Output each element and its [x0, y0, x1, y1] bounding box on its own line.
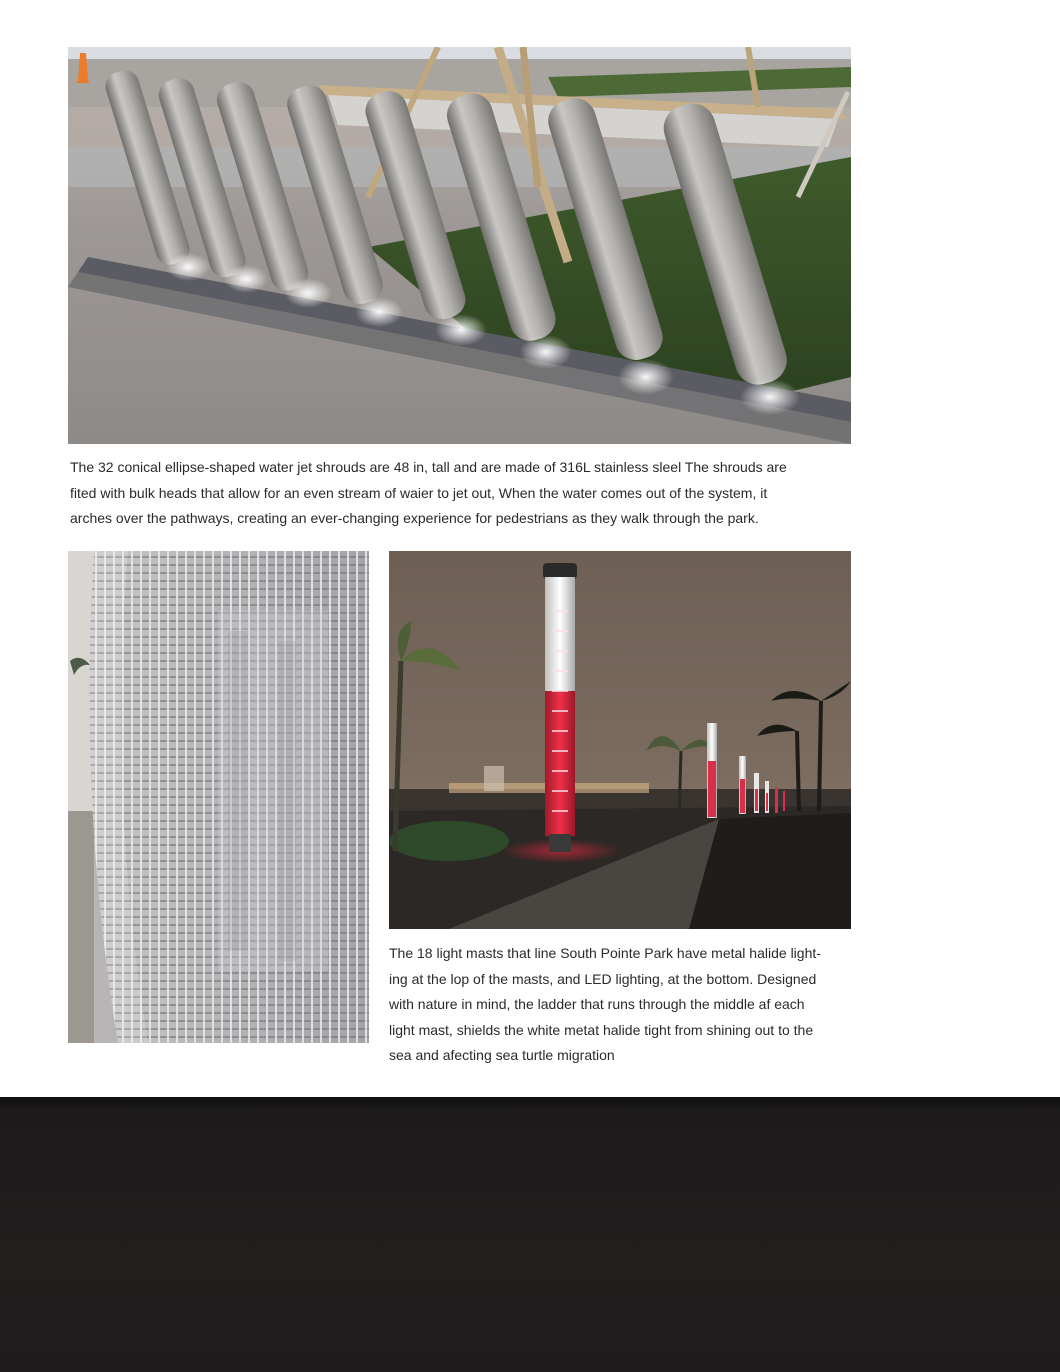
caption-line: The 18 light masts that line South Pointe Park have metal halide light-	[389, 945, 821, 961]
caption-line: with nature in mind, the ladder that runs through the middle af each	[389, 996, 805, 1013]
water-jet-shrouds-photo	[68, 47, 851, 444]
caption-line: The 32 conical ellipse-shaped water jet shrouds are 48 in, tall and are made of 316L stainless sleel The shrouds are	[70, 459, 787, 475]
metal-grille-facade-photo	[68, 551, 369, 1043]
light-masts-photo	[389, 551, 851, 929]
caption-line: light mast, shields the white metat halide tight from shining out to the	[389, 1021, 814, 1038]
caption-line: arches over the pathways, creating an ever-changing experience for pedestrians as they walk through the park.	[70, 510, 759, 527]
caption-line: fited with bulk heads that allow for an even stream of waier to jet out, When the water comes out of the system, it	[70, 484, 768, 501]
masts-caption	[389, 941, 859, 1069]
caption-line: ing at the lop of the masts, and LED lighting, at the bottom. Designed	[389, 970, 817, 987]
caption-line: sea and afecting sea turtle migration	[389, 1047, 615, 1064]
dark-footer-band	[0, 1097, 1060, 1372]
shrouds-caption	[70, 455, 860, 532]
